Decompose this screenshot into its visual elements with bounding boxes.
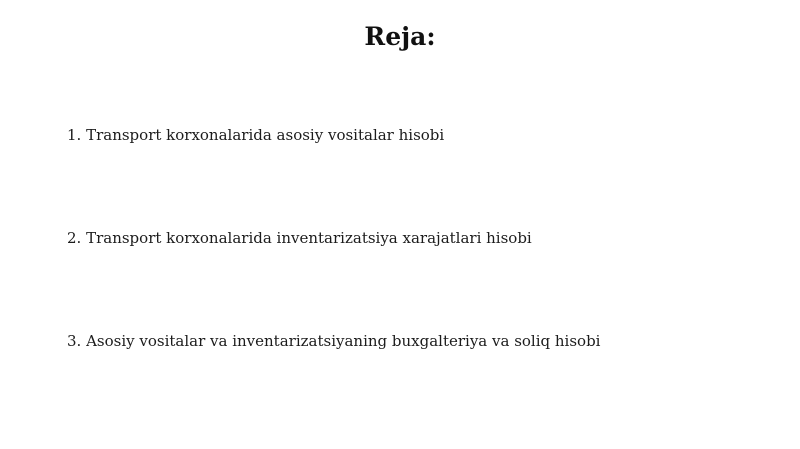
- plan-item-3: 3. Asosiy vositalar va inventarizatsiyaning buxgalteriya va soliq hisobi: [67, 332, 601, 350]
- slide-title: Reja:: [364, 22, 436, 51]
- plan-item-1: 1. Transport korxonalarida asosiy vositalar hisobi: [67, 126, 445, 144]
- plan-item-2: 2. Transport korxonalarida inventarizatsiya xarajatlari hisobi: [67, 229, 532, 247]
